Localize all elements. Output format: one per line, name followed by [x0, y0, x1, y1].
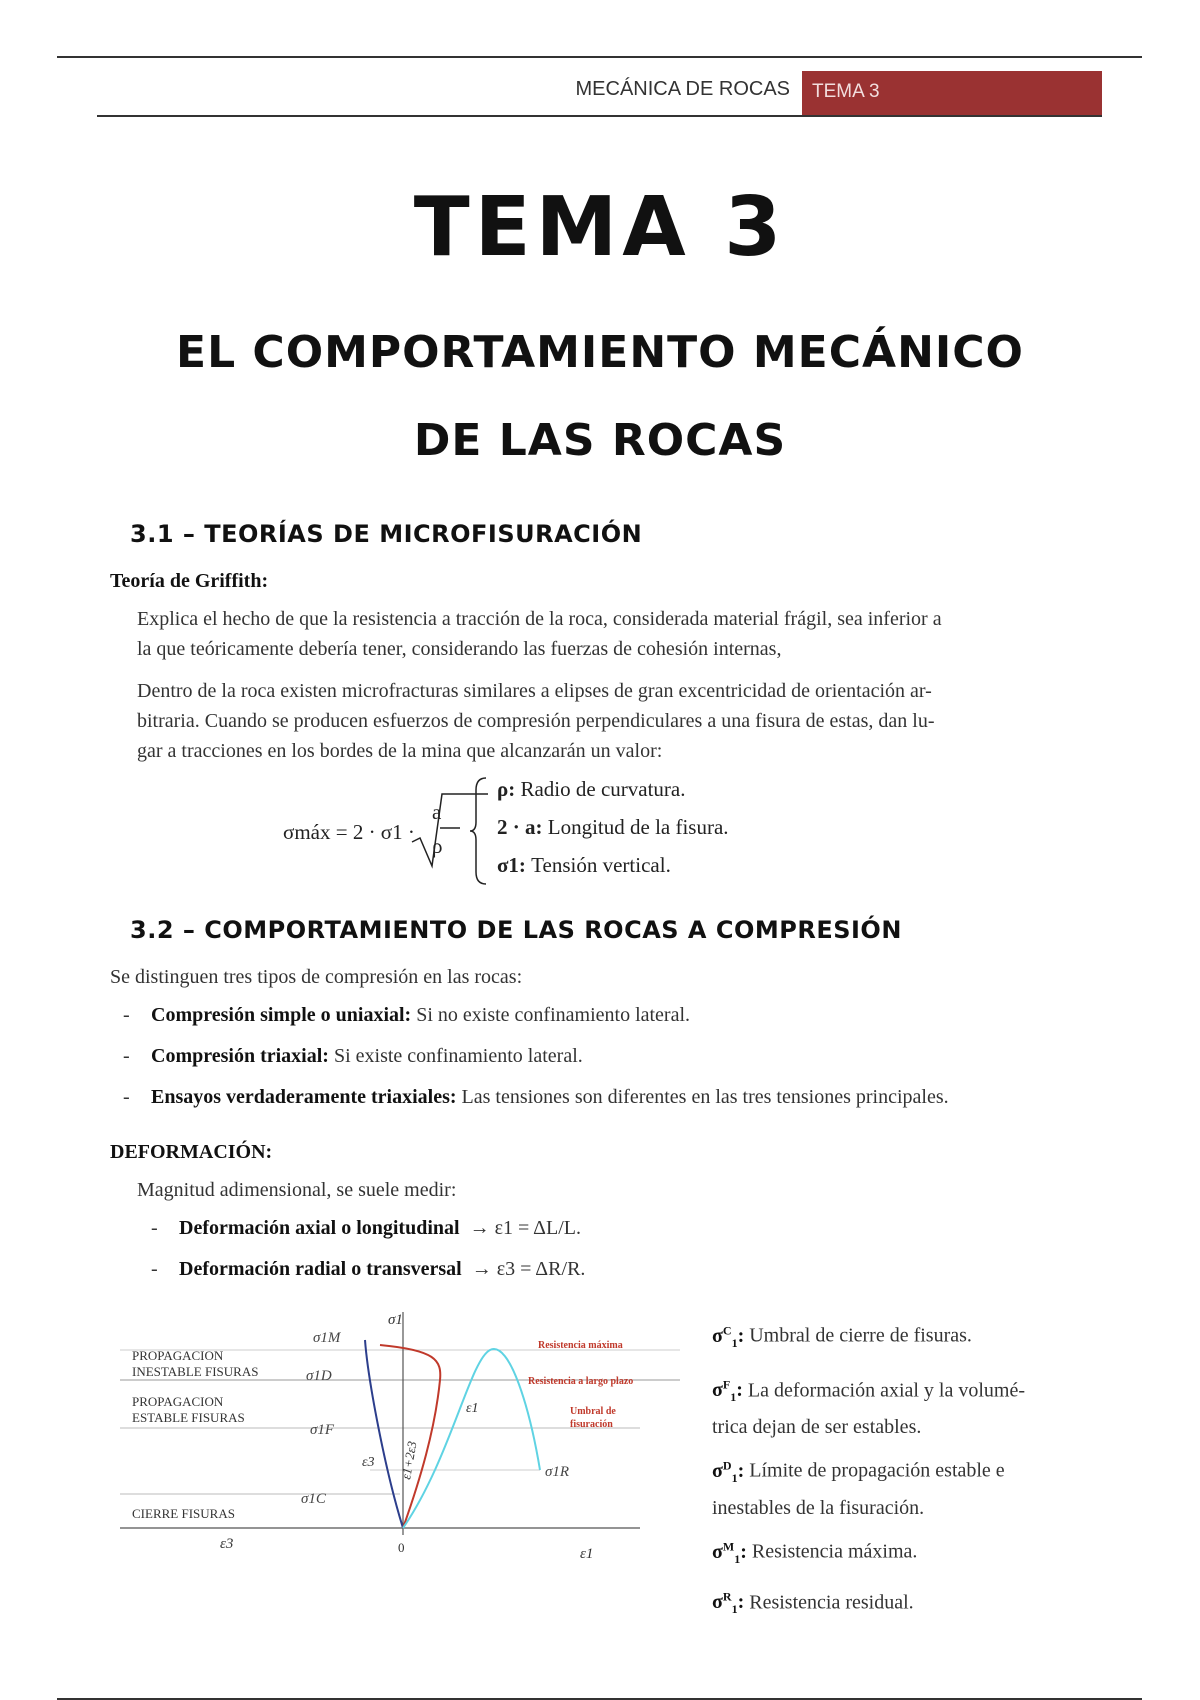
section-heading-3-2: 3.2 – COMPORTAMIENTO DE LAS ROCAS A COMPRESIÓN [130, 916, 902, 944]
item-bold: Deformación axial o longitudinal [179, 1217, 460, 1239]
item-text: Las tensiones son diferentes en las tres tensiones principales. [461, 1086, 949, 1108]
legend-symbol: $\sigma^C_1$: [712, 1323, 745, 1350]
item-bold: Ensayos verdaderamente triaxiales: [151, 1086, 457, 1108]
sup: M [722, 1538, 735, 1553]
sym: σ [712, 1324, 723, 1347]
formula-brace [470, 776, 490, 886]
paragraph-line: la que teóricamente debería tener, considerando las fuerzas de cohesión internas, [137, 638, 782, 660]
sub: 1 [734, 1551, 741, 1566]
header-tema: TEMA 3 [812, 81, 880, 102]
zone-label: PROPAGACION [132, 1394, 224, 1409]
item-bold: Compresión simple o uniaxial: [151, 1004, 412, 1026]
formula-denominator: ρ [432, 834, 443, 858]
left-axis-label: ε3 [220, 1536, 234, 1552]
level-label: σ1D [306, 1368, 332, 1384]
stress-strain-diagram [120, 1300, 680, 1570]
y-axis-label: σ1 [388, 1312, 403, 1328]
annotation: Umbral de [570, 1406, 616, 1417]
top-rule [57, 56, 1142, 58]
formula-lhs: σmáx = 2 · σ1 · [283, 820, 415, 844]
legend-text: Límite de propagación estable e [749, 1459, 1005, 1482]
sup: F [722, 1377, 731, 1392]
paragraph-line: bitraria. Cuando se producen esfuerzos de compresión perpendiculares a una fisura de estas, dan lu- [137, 710, 935, 732]
formula-def [497, 777, 686, 802]
item-text: Si existe confinamiento lateral. [333, 1045, 583, 1067]
sub: 1 [731, 1335, 738, 1350]
item-eq: ε3 = ΔR/R. [496, 1258, 586, 1280]
level-label: σ1R [545, 1464, 570, 1480]
curve-label: ε1 [466, 1401, 479, 1416]
sub: 1 [730, 1390, 737, 1405]
level-label: σ1F [310, 1422, 335, 1438]
sym: σ [712, 1591, 723, 1614]
list-item: - Ensayos verdaderamente triaxiales: Las tensiones son diferentes en las tres tensiones principales. [123, 1086, 949, 1108]
legend-text: Umbral de cierre de fisuras. [749, 1324, 972, 1347]
def-text: Tensión vertical. [531, 853, 671, 877]
list-item: - Deformación axial o longitudinal → ε1 = ΔL/L. [151, 1217, 582, 1239]
level-label: σ1C [301, 1491, 326, 1507]
annotation: fisuración [570, 1419, 613, 1430]
def-symbol: ρ: [497, 777, 516, 801]
legend-symbol: $\sigma^D_1$: [712, 1458, 745, 1485]
griffith-paragraph-2 [137, 676, 1097, 766]
annotation: Resistencia máxima [538, 1340, 623, 1351]
paragraph-line: Dentro de la roca existen microfracturas similares a elipses de gran excentricidad de orientación ar- [137, 680, 932, 702]
list-item: - Compresión simple o uniaxial: Si no existe confinamiento lateral. [123, 1004, 691, 1026]
def-symbol: σ1: [497, 853, 526, 877]
zone-label: CIERRE FISURAS [132, 1506, 235, 1521]
item-eq: ε1 = ΔL/L. [494, 1217, 582, 1239]
header-subject: MECÁNICA DE ROCAS [575, 78, 790, 100]
origin-label: 0 [398, 1540, 405, 1555]
arrow-icon: → [464, 1217, 495, 1239]
level-label: σ1M [313, 1330, 341, 1346]
curve-volumetric [380, 1345, 440, 1528]
compression-intro: Se distinguen tres tipos de compresión en las rocas: [110, 966, 523, 988]
legend-symbol: $\sigma^M_1$: [712, 1538, 747, 1566]
paragraph-line: Explica el hecho de que la resistencia a tracción de la roca, considerada material frágil, sea inferior a [137, 608, 942, 630]
page-subtitle-1: EL COMPORTAMIENTO MECÁNICO [176, 327, 1024, 378]
sym: σ [712, 1540, 723, 1563]
curve-epsilon1 [403, 1349, 540, 1528]
page-title: TEMA 3 [413, 180, 787, 275]
item-text: Si no existe confinamiento lateral. [416, 1004, 691, 1026]
legend-item [712, 1582, 1112, 1625]
curve-label: ε1+2ε3 [398, 1439, 420, 1481]
def-symbol: 2 · a: [497, 815, 543, 839]
def-text: Longitud de la fisura. [547, 815, 729, 839]
legend-text-2: inestables de la fisuración. [712, 1496, 925, 1519]
def-text: Radio de curvatura. [520, 777, 686, 801]
zone-label: PROPAGACION [132, 1348, 224, 1363]
arrow-icon: → [466, 1258, 497, 1280]
formula-def [497, 853, 671, 878]
deformacion-label: DEFORMACIÓN: [110, 1141, 273, 1163]
legend-item [712, 1531, 1112, 1574]
item-bold: Deformación radial o transversal [179, 1258, 462, 1280]
sym: σ [712, 1379, 723, 1402]
griffith-paragraph-1 [137, 604, 1097, 664]
header-rule [97, 115, 1102, 117]
list-item: - Compresión triaxial: Si existe confinamiento lateral. [123, 1045, 583, 1067]
sup: D [722, 1458, 732, 1473]
curve-label: ε3 [362, 1455, 375, 1470]
paragraph-line: gar a tracciones en los bordes de la mina que alcanzarán un valor: [137, 740, 663, 762]
legend-text: Resistencia máxima. [751, 1540, 918, 1563]
brace-shape [470, 778, 486, 884]
legend-item [712, 1450, 1112, 1523]
x-axis-label: ε1 [580, 1546, 594, 1562]
sub: 1 [731, 1470, 738, 1485]
deformacion-intro: Magnitud adimensional, se suele medir: [137, 1179, 457, 1201]
sym: σ [712, 1459, 723, 1482]
formula-numerator: a [432, 800, 442, 824]
formula-def [497, 815, 729, 840]
sub: 1 [731, 1602, 738, 1617]
legend-item [712, 1315, 1112, 1358]
item-bold: Compresión triaxial: [151, 1045, 329, 1067]
sup: R [722, 1589, 732, 1604]
annotation: Resistencia a largo plazo [528, 1376, 634, 1387]
legend-text-2: trica dejan de ser estables. [712, 1416, 922, 1439]
zone-label: ESTABLE FISURAS [132, 1410, 245, 1425]
page-subtitle-2: DE LAS ROCAS [413, 415, 787, 466]
sup: C [722, 1323, 732, 1337]
zone-label: INESTABLE FISURAS [132, 1364, 259, 1379]
legend-item [712, 1370, 1112, 1443]
section-heading-3-1: 3.1 – TEORÍAS DE MICROFISURACIÓN [130, 520, 643, 548]
chart-legend [712, 1315, 1112, 1624]
griffith-label: Teoría de Griffith: [110, 570, 269, 592]
legend-symbol: $\sigma^R_1$: [712, 1589, 745, 1617]
legend-text: Resistencia residual. [749, 1591, 914, 1614]
legend-text: La deformación axial y la volumé- [747, 1379, 1026, 1402]
legend-symbol: $\sigma^F_1$: [712, 1377, 743, 1405]
list-item: - Deformación radial o transversal → ε3 = ΔR/R. [151, 1258, 586, 1280]
curve-epsilon3 [365, 1340, 403, 1528]
